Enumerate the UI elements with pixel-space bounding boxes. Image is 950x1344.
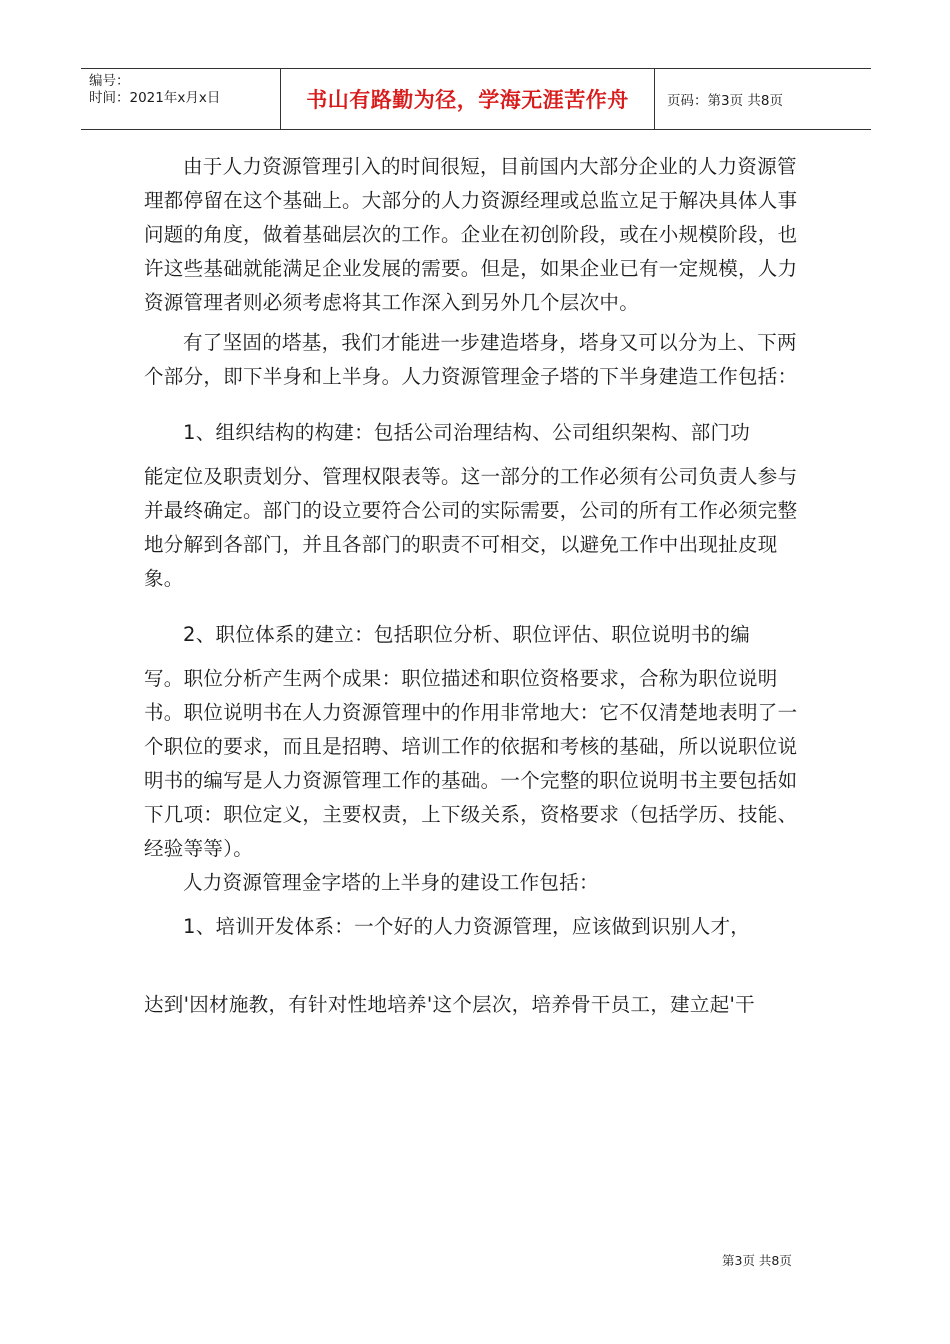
paragraph-4-body: 写。职位分析产生两个成果：职位描述和职位资格要求，合称为职位说明书。职位说明书在人力资源管理中的作用非常地大：它不仅清楚地表明了一个职位的要求，而且是招聘、培训工作的依据和考核的基础，所以说职位说明书的编写是人力资源管理工作的基础。一个完整的职位说明书主要包括如下几项：职位定义，主要权责，上下级关系，资格要求（包括学历、技能、经验等等）。 [144, 667, 798, 860]
header-meta [81, 69, 281, 129]
paragraph-3-body: 能定位及职责划分、管理权限表等。这一部分的工作必须有公司负责人参与并最终确定。部门的设立要符合公司的实际需要，公司的所有工作必须完整地分解到各部门，并且各部门的职责不可相交，以避免工作中出现扯皮现象。 [144, 465, 798, 590]
paragraph-3-heading: 1、组织结构的构建：包括公司治理结构、公司组织架构、部门功 [183, 421, 751, 444]
page-footer: 第3页 共8页 [722, 1253, 792, 1268]
paragraph-1: 由于人力资源管理引入的时间很短，目前国内大部分企业的人力资源管理都停留在这个基础上。大部分的人力资源经理或总监立足于解决具体人事问题的角度，做着基础层次的工作。企业在初创阶段，或在小规模阶段，也许这些基础就能满足企业发展的需要。但是，如果企业已有一定规模，人力资源管理者则必须考虑将其工作深入到另外几个层次中。 [144, 155, 798, 314]
paragraph-2: 有了坚固的塔基，我们才能进一步建造塔身，塔身又可以分为上、下两个部分，即下半身和上半身。人力资源管理金子塔的下半身建造工作包括： [144, 331, 798, 388]
header-motto: 书山有路勤为径，学海无涯苦作舟 [281, 69, 655, 129]
time-label: 时间：2021年x月x日 [89, 90, 221, 106]
header-page-info: 页码：第3页 共8页 [667, 93, 783, 109]
number-label: 编号： [89, 73, 130, 89]
paragraph-4-heading: 2、职位体系的建立：包括职位分析、职位评估、职位说明书的编 [183, 623, 751, 646]
document-body [144, 150, 808, 1022]
paragraph-6-heading: 1、培训开发体系：一个好的人力资源管理，应该做到识别人才， [183, 915, 751, 938]
paragraph-6-body: 达到'因材施教，有针对性地培养'这个层次，培养骨干员工，建立起'干 [144, 993, 755, 1016]
page-header [81, 68, 871, 130]
paragraph-5: 人力资源管理金字塔的上半身的建设工作包括： [183, 871, 599, 894]
